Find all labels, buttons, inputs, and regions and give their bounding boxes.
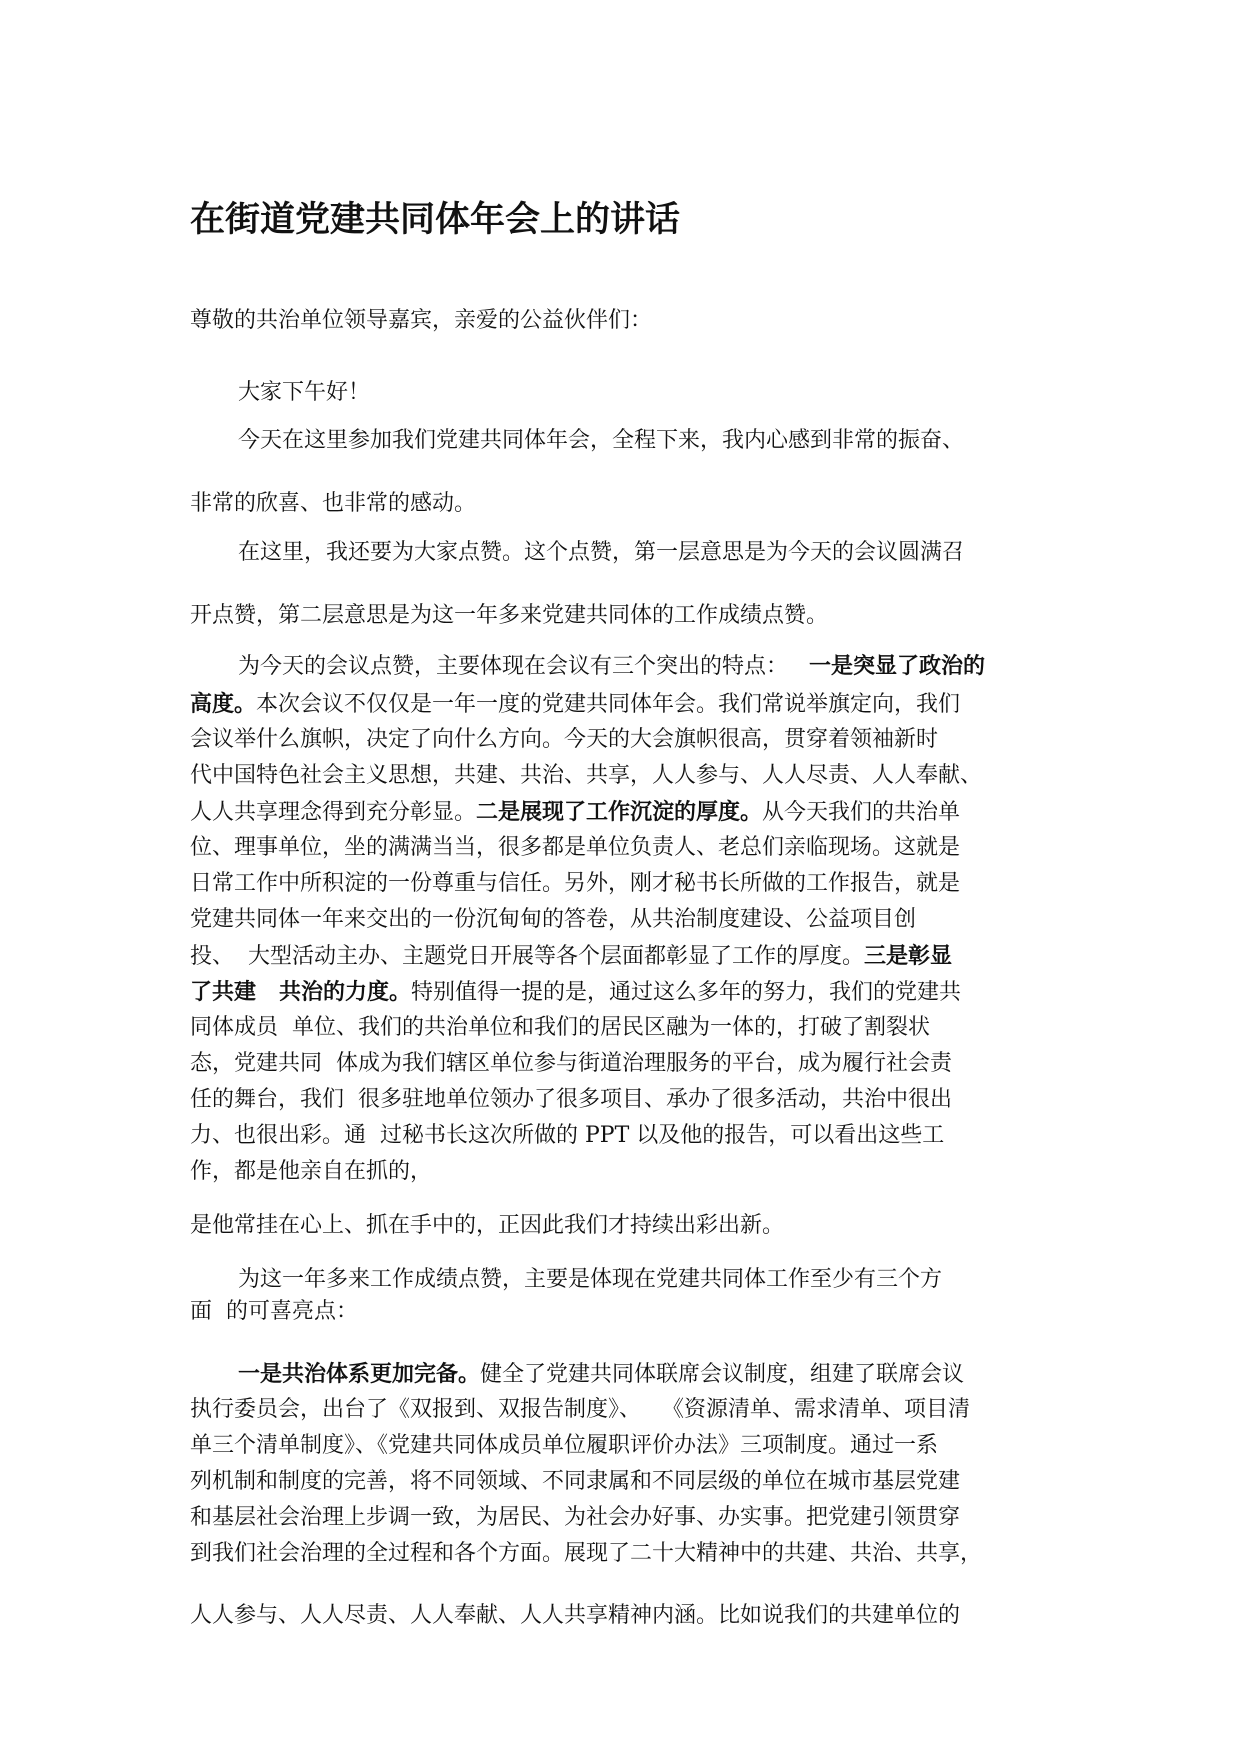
paragraph-line: 面 的可喜亮点： (190, 1299, 358, 1324)
text-run: 为今天的会议点赞，主要体现在会议有三个突出的特点： (238, 654, 789, 679)
paragraph-line: 执行委员会，出台了《双报到、双报告制度》、 《资源清单、需求清单、项目清 (190, 1397, 970, 1422)
emphasis: 高度。 (190, 691, 257, 717)
paragraph-line: 列机制和制度的完善，将不同领域、不同隶属和不同层级的单位在城市基层党建 (190, 1469, 961, 1494)
paragraph-line: 开点赞，第二层意思是为这一年多来党建共同体的工作成绩点赞。 (190, 603, 829, 628)
paragraph-line (190, 976, 961, 1009)
paragraph-line: 今天在这里参加我们党建共同体年会，全程下来，我内心感到非常的振奋、 (238, 428, 965, 453)
paragraph-line: 力、也很出彩。通 过秘书长这次所做的 PPT 以及他的报告，可以看出这些工 (190, 1123, 945, 1148)
paragraph-line: 是他常挂在心上、抓在手中的，正因此我们才持续出彩出新。 (190, 1213, 785, 1238)
paragraph-line (190, 688, 960, 721)
text-run: 投、 大型活动主办、主题党日开展等各个层面都彰显了工作的厚度。 (190, 944, 864, 969)
paragraph-line (238, 1358, 964, 1391)
paragraph-line: 非常的欣喜、也非常的感动。 (190, 491, 477, 516)
paragraph-line: 态，党建共同 体成为我们辖区单位参与街道治理服务的平台，成为履行社会责 (190, 1051, 952, 1076)
paragraph-line: 同体成员 单位、我们的共治单位和我们的居民区融为一体的，打破了割裂状 (190, 1015, 930, 1040)
salutation: 尊敬的共治单位领导嘉宾，亲爱的公益伙伴们： (190, 308, 653, 333)
paragraph-line: 单三个清单制度》、《党建共同体成员单位履职评价办法》三项制度。通过一系 (190, 1433, 939, 1458)
paragraph-line (190, 796, 960, 829)
paragraph-line: 和基层社会治理上步调一致，为居民、为社会办好事、办实事。把党建引领贯穿 (190, 1505, 961, 1530)
emphasis: 一是共治体系更加完备。 (238, 1361, 481, 1387)
page-title: 在街道党建共同体年会上的讲话 (190, 199, 681, 240)
paragraph-line: 日常工作中所积淀的一份尊重与信任。另外，刚才秘书长所做的工作报告，就是 (190, 871, 961, 896)
emphasis: 二是展现了工作沉淀的厚度。 (476, 799, 763, 825)
greeting: 大家下午好！ (238, 380, 371, 405)
text-run: 人人共享理念得到充分彰显。 (190, 800, 477, 825)
paragraph-line: 代中国特色社会主义思想，共建、共治、共享，人人参与、人人尽责、人人奉献、 (190, 763, 983, 788)
paragraph-line: 任的舞台，我们 很多驻地单位领办了很多项目、承办了很多活动，共治中很出 (190, 1087, 952, 1112)
paragraph-line (238, 650, 985, 683)
paragraph-line: 会议举什么旗帜，决定了向什么方向。今天的大会旗帜很高，贯穿着领袖新时 (190, 727, 939, 752)
paragraph-line: 作，都是他亲自在抓的， (190, 1159, 433, 1184)
paragraph-line: 位、理事单位，坐的满满当当，很多都是单位负责人、老总们亲临现场。这就是 (190, 835, 961, 860)
emphasis: 三是彰显 (864, 943, 953, 969)
text-run: 从今天我们的共治单 (762, 800, 961, 825)
paragraph-line: 在这里，我还要为大家点赞。这个点赞，第一层意思是为今天的会议圆满召 (238, 540, 965, 565)
paragraph-line: 到我们社会治理的全过程和各个方面。展现了二十大精神中的共建、共治、共享， (190, 1541, 983, 1566)
emphasis: 一是突显了政治的 (809, 653, 986, 679)
text-run: 本次会议不仅仅是一年一度的党建共同体年会。我们常说举旗定向，我们 (256, 692, 961, 717)
paragraph-line: 人人参与、人人尽责、人人奉献、人人共享精神内涵。比如说我们的共建单位的 (190, 1603, 961, 1628)
text-run: 特别值得一提的是，通过这么多年的努力，我们的党建共 (410, 980, 961, 1005)
paragraph-line: 党建共同体一年来交出的一份沉甸甸的答卷，从共治制度建设、公益项目创 (190, 907, 917, 932)
paragraph-line: 为这一年多来工作成绩点赞，主要是体现在党建共同体工作至少有三个方 (238, 1267, 943, 1292)
text-run: 健全了党建共同体联席会议制度，组建了联席会议 (480, 1362, 965, 1387)
emphasis: 了共建 共治的力度。 (190, 979, 411, 1005)
paragraph-line (190, 940, 952, 973)
